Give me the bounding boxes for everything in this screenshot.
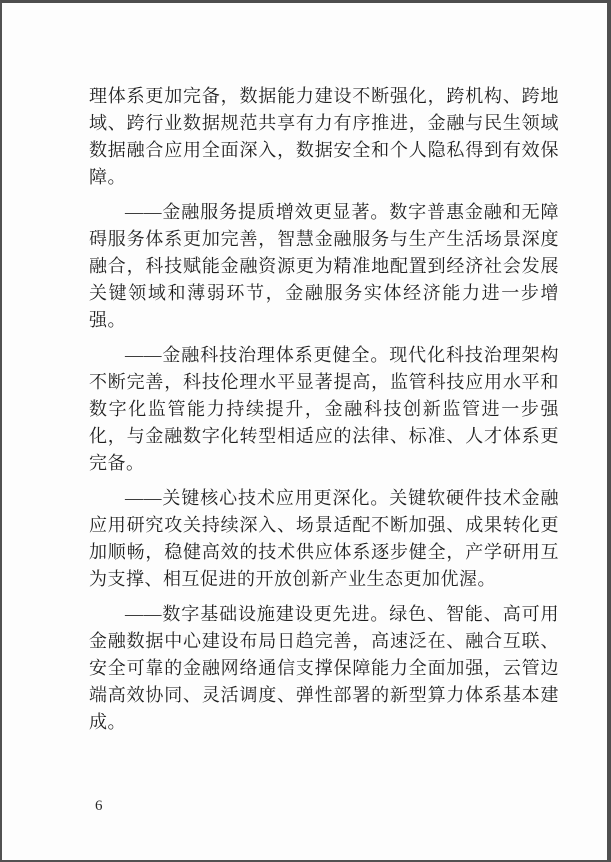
page-number: 6 bbox=[95, 798, 103, 814]
paragraph-digital-infrastructure: ——数字基础设施建设更先进。绿色、智能、高可用金融数据中心建设布局日趋完善，高速泛在、融合互联、安全可靠的金融网络通信支撑保障能力全面加强，云管边端高效协同、灵活调度、弹性部署的新型算力体系基本建成。 bbox=[89, 604, 559, 732]
paragraph-fintech-governance: ——金融科技治理体系更健全。现代化科技治理架构不断完善，科技伦理水平显著提高，监管科技应用水平和数字化监管能力持续提升，金融科技创新监管进一步强化，与金融数字化转型相适应的法律、标准、人才体系更完备。 bbox=[89, 345, 559, 473]
paragraph-continuation: 理体系更加完备，数据能力建设不断强化，跨机构、跨地域、跨行业数据规范共享有力有序推进，金融与民生领域数据融合应用全面深入，数据安全和个人隐私得到有效保障。 bbox=[89, 86, 559, 187]
paragraph-core-technology: ——关键核心技术应用更深化。关键软硬件技术金融应用研究攻关持续深入、场景适配不断加强、成果转化更加顺畅，稳健高效的技术供应体系逐步健全，产学研用互为支撑、相互促进的开放创新产业生态更加优渥。 bbox=[89, 488, 559, 589]
paragraph-financial-services: ——金融服务提质增效更显著。数字普惠金融和无障碍服务体系更加完善，智慧金融服务与生产生活场景深度融合，科技赋能金融资源更为精准地配置到经济社会发展关键领域和薄弱环节，金融服务实体经济能力进一步增强。 bbox=[89, 202, 559, 330]
document-body bbox=[89, 83, 559, 744]
